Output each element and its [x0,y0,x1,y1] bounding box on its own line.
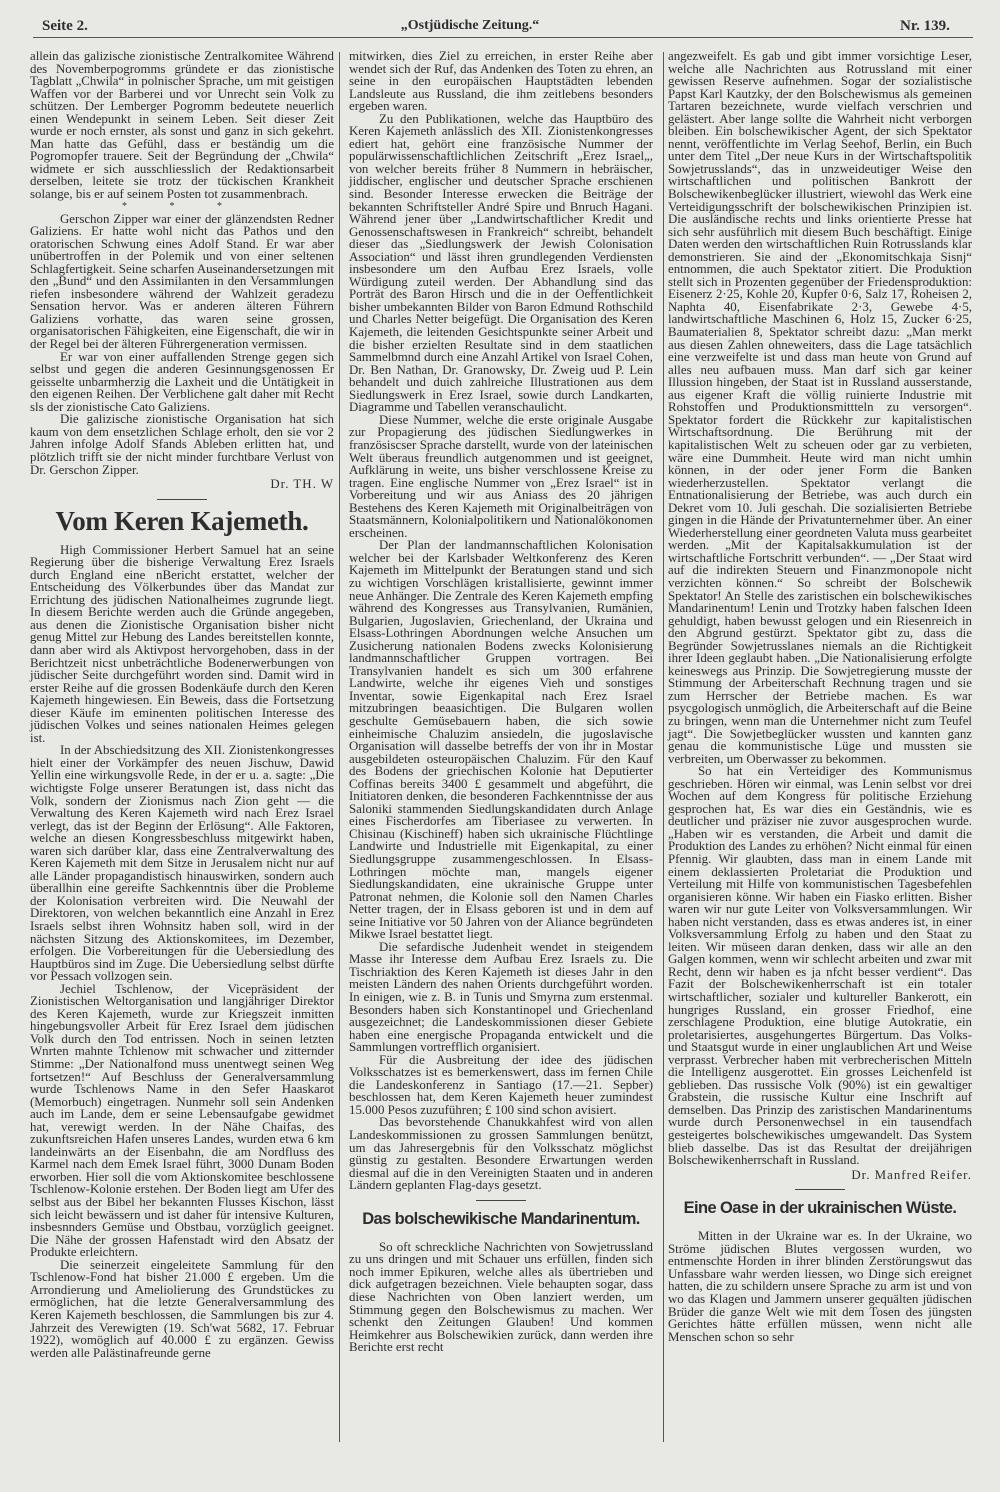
article-paragraph: So oft schreckliche Nachrichten von Sowjetrussland zu uns dringen und mit Schauer uns erfüllen, finden sich noch immer Epikuren, welche alles als übertrieben und dick aufgetragen bezeichnen. Viele behaupten sogar, dass diese Nachrichten von Oben lanziert werden, um Stimmung gegen den Bolschewismus zu machen. Wer schenkt den Zeitungen Glauben! Und kommen Heimkehrer aus Bolschewikien zurück, dann werden ihre Berichte erst recht [349,1239,653,1355]
article-headline [349,1207,653,1231]
article-paragraph: Der Plan der landmannschaftlichen Kolonisation welcher bei der Karlsbader Weltkonferenz des Keren Kajemeth im Mittelpunkt der Beratungen stand und sich zu wichtigen Vorschlägen kristallisierte, gewinnt immer neue Anhänger. Die Zentrale des Keren Kajemeth empfing während des Kongresses aus Transylvanien, Rumänien, Bulgarien, Jugoslavien, Griechenland, der Ukraina und Elsass-Lothringen Abordnungen welche Ansuchen um Zusicherung nationalen Bodens zwecks Kolonisierung landmannschaftlicher Gruppen vortragen. Bei Transylvanien handelt es sich um 300 erfahrene Landwirte, welche ihr eigenes Vieh und sonstiges Inventar, sowie Eigenkapital nach Erez Israel mitzubringen beaasichtigen. Die Bulgaren wollen geschulte Gemüsebauern haben, die sich sowie einheimische Chaluzim ansiedeln, die jugoslavische Organisation will dasselbe betreffs der von ihr in Mostar ausgebildeten osteuropäischen Chaluzim. Für den Kauf des Bodens der griechischen Kolonie hat Deputierter Coffinas bereits 3400 £ gesammelt und abgeführt, die Initiatoren denken, die besonderen Fachkenntnisse der aus Saloniki stammenden Siedlungskandidaten durch Anlage eines Fischerdorfes am Tiberiasee zu verwerten. In Chisinau (Kischineff) haben sich ukrainische Flüchtlinge Landwirte und Industrielle mit Eigenkapital, zu einer Siedlungsgruppe zusammengeschlossen. In Elsass-Lothringen möchte man, mangels eigener Siedlungskandidaten, eine ukrainische Gruppe unter Patronat nehmen, die Kolonie soll den Namen Charles Netter tragen, der in Elsass geboren ist und in dem auf seine Initiative vor 50 Jahren von der Aliance begründeten Mikwe Israel bestattet liegt. [349,538,653,942]
article-paragraph: Zu den Publikationen, welche das Hauptbüro des Keren Kajemeth anlässlich des XII. Zionistenkongresses ediert hat, gehört eine französische Nummer der populärwissenschaftlichlichen Zeitschrift „Erez Israel„, von welcher bereits früher 8 Nummern in hebräischer, jiddischer, englischer und deutscher Sprache erschienen sind. Besonder Interesse erwecken die Beiträge der bekannten Schriftsteller André Spire und Bnruch Hagani. Während jener über „Landwirtschaftlicher Kredit und Genossenschaftswesen in Frankreich“ schreibt, behandelt dieser das „Siedlungswerk der Jewish Colonisation Association“ und lässt ihren grundlegenden Verdiensten insbesondere um den Aufbau Erez Israels, volle Würdigung zuteil werden. Der Abhandlung sind das Porträt des Baron Hirsch und die in der Oeffentlichkeit bisher umbekannten Bilder von Baron Edmund Rothschild und Charles Netter beigefügt. Die Organisation des Keren Kajemeth, die leitenden Gesichtspunkte seiner Arbeit und die bisher erzielten Resultate sind in dem staatlichen Sammelbmnd durch eine Anzahl Artikel von Israel Cohen, Dr. Ben Nathan, Dr. Granowsky, Dr. Zweig uud P. Lein behandelt und duich zahlreiche Illustrationen aus dem Siedlungswerk in Erez Israel, sowie durch Landkarten, Diagramme und Tabellen veranschaulicht. [349,111,653,415]
column-divider [339,52,340,1442]
article-paragraph: allein das galizische zionistische Zentralkomitee Während des Novemberpogromms gründete er das zionistische Tagblatt „Chwila“ in polnischer Sprache, um mit geistigen Waffen vor der Barberei und vor Unrecht sein Volk zu schützen. Der Lemberger Pogromm bedeutete neuerlich einen Wendepunkt in seinem Leben. Seit dieser Zeit wurde er noch ernster, als sonst und ganz in sich gekehrt. Man hatte das Gefühl, dass er beständig um die Pogromopfer trauere. Seit der Begründung der „Chwila“ widmete er sich ausschliesslich der Redaktionsarbeit derselben, leitete sie trotz der tückischen Krankheit solange, bis er auf seinem Posten tot zusammenbrach. [30,49,334,202]
section-divider [157,499,207,500]
article-paragraph: Für die Ausbreitung der idee des jüdischen Volksschatzes ist es bemerkenswert, dass im fernen Chile die Landeskonferenz in Santiago (17.—21. Sepber) beschlossen hat, dem Keren Kajemeth heuer zumindest 15.000 Pesos zuzuführen; £ 100 sind schon avisiert. [349,1052,653,1117]
article-paragraph: Gerschon Zipper war einer der glänzendsten Redner Galiziens. Er hatte wohl nicht das Pathos und den oratorischen Schwung eines Adolf Stand. Er war aber unübertroffen in der Polemik und von einer seltenen Schlagfertigkeit. Seine scharfen Auseinandersetzungen mit den „Bund“ und den Assimilanten in den Versammlungen riefen insbesondere während der Wahlzeit geradezu Sensation hervor. Was er anderen älteren Führern Galiziens vorhatte, das waren seine grossen, organisatorischen Fähigkeiten, eine Eigenschaft, die wir in der Regel bei der älteren Führergeneration vermissen. [30,211,334,352]
section-divider [795,1189,845,1190]
article-paragraph: Er war von einer auffallenden Strenge gegen sich selbst und gegen die anderen Gesinnungsgenossen Er geisselte unbarmherzig die Laxheit und die Untätigkeit in den eigenen Reihen. Der Verblichene galt daher mit Recht sls der zionistische Cato Galiziens. [30,349,334,414]
column-divider [663,52,664,1442]
article-headline-text: Eine Oase in der ukrainischen Wüste. [683,1199,957,1218]
article-paragraph: So hat ein Verteidiger des Kommunismus geschrieben. Hören wir einmal, was Lenin selbst vor drei Wochen auf dem Kongress für politische Erziehung gesprochen hat, Es war dies ein Geständnis, wie es deutlicher und präziser nie zuvor ausgesprochen wurde. „Haben wir es verstanden, die Arbeit und damit die Produktion des Landes zu erhöhen? Nicht einmal für einen Pfennig. Wir glaubten, dass man in einem Lande mit einem deklassierten Proletariat die Produktion und Verteilung mit Hilfe von kommunistischen Tagesbefehlen organisieren könne. Wir haben ein Fiasko erlitten. Bisher waren wir nur gute Leiter von Volksversammlungen. Wir haben nicht verstanden, dass es etwas anderes ist, in einer Volksversammlung Erfolg zu haben und den Staat zu leiten. Wir müseen daran denken, dass wir alle an den Galgen kommen, wenn wir schlecht arbeiten und zwar mit Recht, denn wir haben es ja nfcht besser verdient“. Das Fazit der Bolschewikenherrschaft ist ein totaler wirtschaftlicher, sozialer und kultureller Bankerott, ein hungriges Russland, ein grosser Friedhof, eine zerschlagene Produktion, eine blutige Autokratie, ein proletarisiertes, ausgehungertes Bürgertum. Das Volks- und Staatsgut wurde in einer unglaublichen Art und Weise verprasst. Verbrecher haben mit verbrecherischen Mitteln die Intelligenz ausgerottet. Ein grosses Leichenfeld ist geblieben. Das russische Volk (90%) ist ein gewaltiger Grabstein, die russische Kultur eine Inschrift auf demselben. Das Prinzip des zaristischen Mandarinentums wurde durch Personenwechsel in ein tausendfach gesteigertes bolschewikisches umgewandelt. Das System blieb dasselbe. Das ist das Resultat der dreijährigen Bolschewikenherrschaft in Russland. [668,764,972,1168]
article-paragraph: Diese Nummer, welche die erste originale Ausgabe zur Propagierung des jüdischen Siedlungwerkes in französiscser Sprache darstellt, wurde von der lateinischen Welt überaus freundlich autgenommen und ist geeignet, Aufklärung in weite, uns bisher verschlossene Kreise zu tragen. Eine englische Nummer von „Erez Israel“ ist in Vorbereitung und wir aus Aniass des 20 jährigen Bestehens des Keren Kajemeth mit Originalbeiträgen von Staatsmännern, Kolonialpolitikern und Nationalökonomen erscheinen. [349,412,653,540]
text-column-1 [30,50,334,1359]
article-paragraph: High Commissioner Herbert Samuel hat an seine Regierung über die bisherige Verwaltung Erez Israels durch England eine nBericht erstattet, welcher der Entscheidung des Völkerbundes über das Mandat zur Errichtung des jüdischen Nationalheimes zugrunde liegt. In diesem Berichte werden auch die Gründe angegeben, aus denen die Zionistische Organisation bisher nicht genug Mittel zur Hebung des Landes bereitstellen konnte, dann aber wird als Aktivpost hervorgehoben, dass in der Berichtzeit nicst unbeträchtliche Bodenerwerbungen von jüdischer Seite durchgeführt worden sind. Damit wird in erster Reihe auf die grossen Bodenkäufe durch den Keren Kajemeth hingewiesen. Ein Beweis, dass die Fortsetzung dieser Käufe im eminenten politischen Interesse des jüdischen Volkes und seines nationalen Heimes gelegen ist. [30,542,334,745]
page-number: Seite 2. [42,18,88,34]
text-column-2 [349,50,653,1354]
text-column-3 [668,50,972,1343]
article-paragraph: Jechiel Tschlenow, der Vicepräsident der Zionistischen Weltorganisation und langjähriger Direktor des Keren Kajemeth, wurde zur Kriegszeit inmitten hingebungsvoller Arbeit für Erez Israel dem jüdischen Volk durch den Tod entrissen. Noch in seinen letzten Wnrten mahnte Tchlenow mit schwacher und zitternder Stimme: „Der Nationalfond muss unentwegt seinen Weg fortsetzen!“ Auf Beschluss der Generalversammlung wurde Tschlenows Name in den Sefer Haaskarot (Memorbuch) eingetragen. Nunmehr soll sein Andenken auch im Lande, dem er seine Lebensaufgabe gewidmet hat, verewigt werden. In der Nähe Chaifas, des zukunftsreichen Hafen unseres Landes, wurden etwa 6 km landeinwärts an der Eisenbahn, die am Nordfluss des Karmel nach dem Emek Israel führt, 3000 Dunam Boden erworben. Hier soll die vom Aktionskomitee beschlossene Tschlenow-Kolonie erstehen. Der Boden liegt am Ufer des selbst aus der Bibel her bekannten Flusses Kischon, lässt sich leicht bewässern und ist daher für intensive Kulturen, insbesnnders Gemüse und Obstbau, vorzüglich geeignet. Die Nähe der grossen Hafenstadt wird den Absatz der Produkte erleichtern. [30,981,334,1260]
article-paragraph: angezweifelt. Es gab und gibt immer vorsichtige Leser, welche alle Nachrichten aus Rotrussland mit einer gewissen Reserve aufnehmen. Sogar der sozialistische Papst Karl Kautzky, der den Bolschewismus als gemeinen Tartaren bezeichnete, wurde vielfach verschrien und gelästert. Aber lange sollte die Wahrheit nicht verborgen bleiben. Ein bolschewikischer Agent, der sich Spektator nennt, veröffentlichte im Verlag Seehof, Berlin, ein Buch unter dem Titel „Der neue Kurs in der Wirtschaftspolitik Sowjetrusslands“, das in unzweideutiger Weise den wirtschaftlichen und politischen Bankrott der Bolschewikenbeglücker illustriert, wiewohl das Werk eine Verteidigungsschrift der bolschewikischen Prinzipien ist. Die ausländische rechts und links orientierte Presse hat sich sehr ausführlich mit diesem Buch beschäftigt. Einige Daten werden den wirtschaftlichen Ruin Rotrusslands klar demonstrieren. Sie aind der „Ekonomitschkaja Sisnj“ entnommen, die auch Spektator zitiert. Die Produktion stellt sich in Prozenten gegenüber der Friedensproduktion: Eisenerz 2·25, Kohle 20, Kupfer 0·6, Salz 17, Roheisen 2, Naphta 40, Eisenfabrikate 2·3, Gewebe 4·5, landwirtschaftliche Maschinen 6, Holz 15, Zucker 6·25, Baumaterialien 8, Spektator schreibt dazu: „Man merkt aus diesen Zahlen ohneweiters, dass die Lage tatsächlich eine verzweifelte ist und dass man heute von Grund auf alles neu aufbauen muss. Man darf sich gar keiner Illussion hingeben, der Staat ist in Russland ausserstande, aus eigener Kraft die völlig ruinierte Industrie mit Rohstoffen und Produktionsmittteln zu versorgen“. Spektator fordert die Rückkehr zur kapitalistischen Wirtschaftsordnung. Die Berührung mit der kapitalistischen Welt zu scheuen oder gar zu verbieten, wäre eine Dummheit. Heute wird man nicht umhin können, in der oder jener Form die Banken wiederherzustellen. Spektator verlangt die Entnationalisierung der Betriebe, was auch durch ein Dekret vom 10. Juli geschah. Die sozialisierten Betriebe gingen in die Hände der Privatunternehmer über. An einer Wiederherstellung einer geordneten Valuta muss gearbeitet werden. „Mit der Kapitalsakkumulation ist der wirtschaftliche Fortschritt verbunden“. — „Der Staat wird auf die indirekten Steuern und Finanzmonopole nicht verzichten können.“ So schreibt der Bolschewik Spektator! An Stelle des zaristischen ein bolschewikisches Mandarinentum! Lenin und Trotzky haben falschen Ideen gehuldigt, haben bewusst gelogen und ein Riesenreich in den Abgrund gestürzt. Spektator gibt zu, dass die Begründer Sowjetrusslanes niemals an die Richtigkeit ihrer Ideen geglaubt haben. „Die Nationalisierung erfolgte keineswegs aus Prinzip. Die Sowjetregierung musste der Stimmung der Arbeiterschaft Rechnung tragen und sie zum Herrscher der Betriebe machen. Es war psycgologisch unmöglich, die Arbeiterschaft auf die Beine zu bringen, wenn man die Unternehmer nicht zum Teufel jagt“. Die Sowjetbeglücker wussten und kannten ganz genau die kommunistische Lüge und mussten sie verbreiten, um Oberwasser zu bekommen. [668,49,972,766]
article-headline: Vom Keren Kajemeth. [55,505,309,536]
newspaper-title: „Ostjüdische Zeitung.“ [400,18,540,33]
article-paragraph: Die galizische zionistische Organisation hat sich kaum von dem ensetzlichen Schlage erholt, den sie vor 2 Jahren infolge Adolf Sfands Ableben erlitten hat, und plötzlich trifft sie der nicht minder furchtbare Verlust von Dr. Gerschon Zipper. [30,412,334,477]
section-divider [476,1200,526,1201]
article-headline-text: Das bolschewikische Mandarinentum. [362,1209,640,1228]
author-signature: Dr. TH. W [270,477,334,492]
article-headline [668,1196,972,1220]
issue-number: Nr. 139. [900,18,950,34]
header-rule [33,37,973,38]
article-paragraph: Die seinerzeit eingeleitete Sammlung für den Tschlenow-Fond hat bisher 21.000 £ ergeben. Um die Arrondierung und Ameliolierung des Grundstückes zu ermöglichen, hat die letzte Generalversammlung des Keren Kajemeth beschlossen, die Sammlungen bis zur 4. Jahrzeit des Verewigten (19. Sch'wat 5682, 17. Februar 1922), womöglich auf 40.000 £ zu ergänzen. Gewiss werden alle Palästinafreunde gerne [30,1257,334,1360]
article-paragraph: In der Abschiedsitzung des XII. Zionistenkongresses hielt einer der Vorkämpfer des neuen Jischuw, Dawid Yellin eine wirkungsvolle Rede, in der er u. a. sagte: „Die wichtigste Folge unserer Beratungen ist, dass nicht das Volk, sondern der Zionismus nach Zion geht — die Verwaltung des Keren Kajemeth wird nach Erez Israel verlegt, das ist der Beginn der Erlösung“. Alle Faktoren, welche an diesen Kongressbeschluss mitgewirkt haben, waren sich darüber klar, dass eine Zentralverwaltung des Keren Kajemeth mit dem Sitze in Jerusalem nicht nur auf alle Länder propagandistisch hinauswirken, sondern auch überallhin eine gereifte Sachkenntnis über die Probleme der Kolonisation verbreiten wird. Die Neuwahl der Direktoren, von welchen bekanntlich eine Anzahl in Erez Israels selbst ihren Wohnsitz haben soll, wird in der nächsten Sitzung des Aktionskomitees, im Dezember, erfolgen. Die Vorbereitungen für die Uebersiedlung des Hauptbüros sind im Zuge. Die Uebersiedlung selbst dürfte vor Pessach vollzogen sein. [30,743,334,984]
article-paragraph: Das bevorstehende Chanukkahfest wird von allen Landeskommissionen zu grossen Sammlungen benützt, um das Jahresergebnis für den Volksschatz möglichst günstig zu gestalten. Besondere Erwartungen werden diesmal auf die in den Vereinigten Staaten und in anderen Ländern geplanten Flag-days gesetzt. [349,1115,653,1193]
article-paragraph: Die sefardische Judenheit wendet in steigendem Masse ihr Interesse dem Aufbau Erez Israels zu. Die Tischriaktion des Keren Kajemeth ist dieses Jahr in den meisten Ländern des nahen Orients durchgeführt worden. In einigen, wie z. B. in Tunis und Smyrna zum erstenmal. Besonders haben sich Konstantinopel und Griechenland ausgezeichnet; die Landeskommissionen dieser Gebiete haben eine energische Propaganda entwickelt und die Sammlungen vortrefflich organisiert. [349,939,653,1055]
author-signature: Dr. Manfred Reifer. [851,1167,972,1182]
article-paragraph: Mitten in der Ukraine war es. In der Ukraine, wo Ströme jüdischen Blutes vergossen wurden, wo entmenschte Horden in ihrer blinden Zerstörungswut das Unfassbare wahr werden liessen, wo Dinge sich ereignet hatten, die zu schildern unsere Sprache zu arm ist und von wo das Klagen und Jammern unserer gequälten jüdischen Brüder die ganze Welt wie mit dem Tosen des jüngsten Gerichtes hätte erfüllen müssen, wenn nicht alle Menschen schon so sehr [668,1229,972,1344]
asterism-separator: * * * [122,200,242,212]
article-paragraph: mitwirken, dies Ziel zu erreichen, in erster Reihe aber wendet sich der Ruf, das Andenken des Toten zu ehren, an seine in den europäischen Hauptstädten lebenden Landsleute aus Russland, die ihm zeitlebens besonders ergeben waren. [349,49,653,114]
